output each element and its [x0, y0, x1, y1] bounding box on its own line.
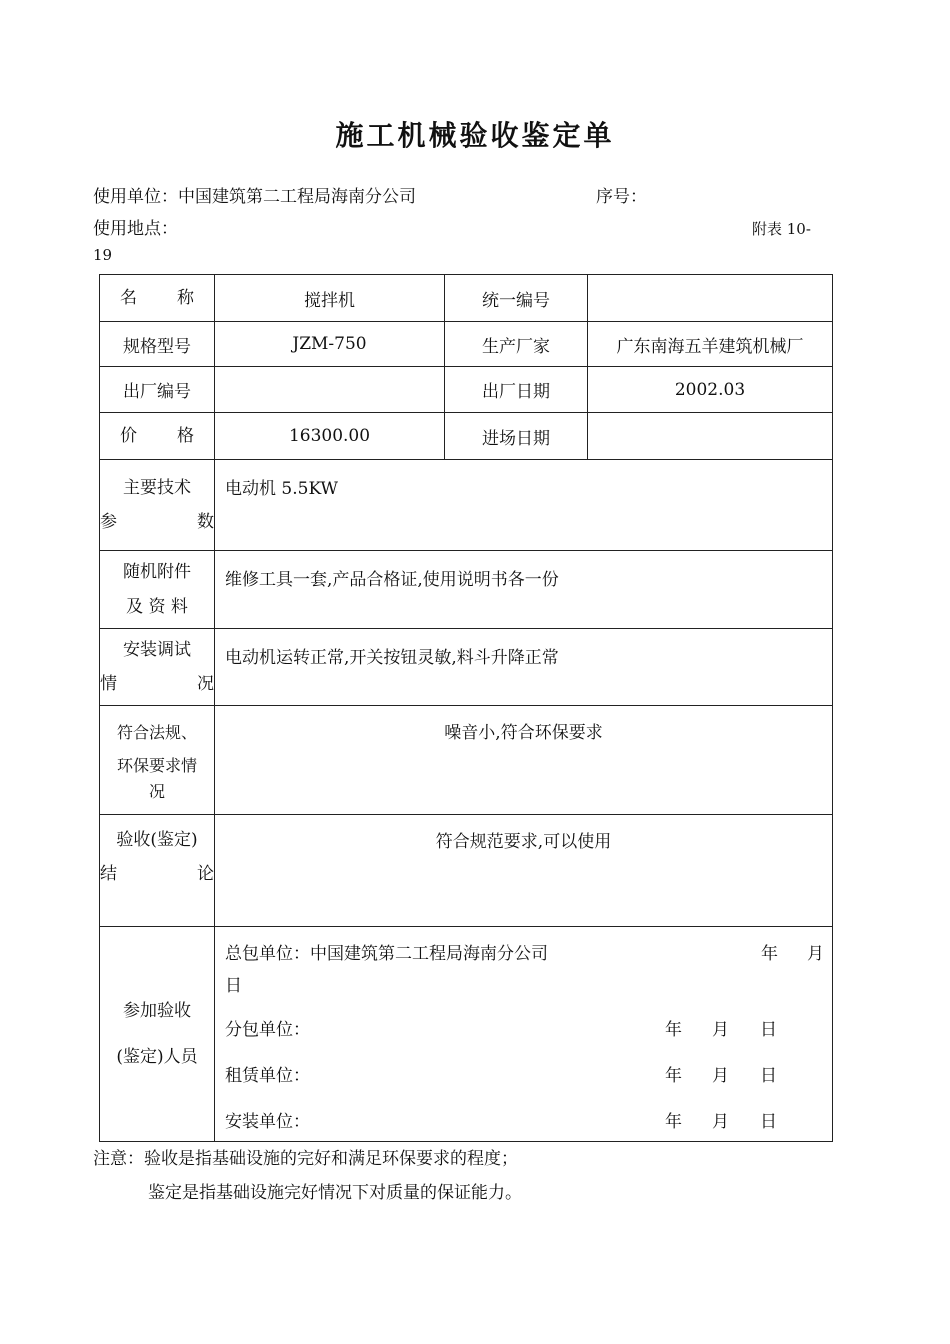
usage-unit-label: 使用单位： [93, 187, 178, 207]
page-title: 施工机械验收鉴定单 [335, 119, 615, 152]
subcontractor-month: 月 [712, 1020, 729, 1040]
lessor-label: 租赁单位： [225, 1066, 310, 1086]
uid-value [588, 275, 833, 322]
environment-value: 噪音小,符合环保要求 [215, 706, 833, 815]
model-label: 规格型号 [100, 322, 215, 367]
subcontractor-row [215, 1003, 832, 1049]
tech-label-1: 主要技术 [123, 477, 191, 498]
attachment-label: 附表 10- [752, 220, 811, 238]
install-label-2a: 情 [100, 674, 117, 694]
name-label-a: 名 [120, 287, 137, 308]
model-value: JZM-750 [215, 322, 445, 367]
participants-label-2: (鉴定)人员 [116, 1047, 198, 1067]
table-row [100, 413, 833, 460]
general-contractor-row [215, 927, 832, 1003]
table-row [100, 927, 833, 1142]
tech-label-2b: 数 [197, 512, 214, 532]
subcontractor-day: 日 [760, 1020, 777, 1040]
environment-label-cell [100, 706, 215, 815]
table-row [100, 322, 833, 367]
price-value: 16300.00 [215, 413, 445, 460]
env-label-3: 况 [148, 782, 165, 802]
maker-label: 生产厂家 [445, 322, 588, 367]
entry-date-value [588, 413, 833, 460]
env-label-1: 符合法规、 [116, 722, 197, 742]
tech-label-2a: 参 [100, 512, 117, 532]
general-month: 月 [807, 944, 824, 964]
factory-date-label: 出厂日期 [445, 367, 588, 413]
general-contractor: 总包单位：中国建筑第二工程局海南分公司 [225, 944, 548, 964]
lessor-month: 月 [712, 1066, 729, 1086]
usage-location-label: 使用地点： [93, 219, 178, 239]
accessories-label-cell [100, 551, 215, 629]
factory-no-label: 出厂编号 [100, 367, 215, 413]
acc-label-1: 随机附件 [123, 562, 191, 583]
participants-cell [215, 927, 833, 1142]
attachment-suffix: 19 [93, 246, 113, 264]
table-row [100, 815, 833, 927]
note-line-2: 鉴定是指基础设施完好情况下对质量的保证能力。 [148, 1183, 522, 1203]
participants-label-cell [100, 927, 215, 1142]
install-label-1: 安装调试 [123, 639, 191, 660]
price-label-cell [100, 413, 215, 460]
table-row [100, 629, 833, 706]
factory-date-value: 2002.03 [588, 367, 833, 413]
tech-label-cell [100, 460, 215, 551]
usage-unit-value: 中国建筑第二工程局海南分公司 [178, 187, 416, 207]
table-row [100, 460, 833, 551]
lessor-day: 日 [760, 1066, 777, 1086]
table-row [100, 367, 833, 413]
conclusion-label-1: 验收(鉴定) [116, 830, 198, 850]
participants-label-1: 参加验收 [123, 1000, 191, 1021]
maker-value: 广东南海五羊建筑机械厂 [588, 322, 833, 367]
table-row [100, 551, 833, 629]
install-label-cell [100, 629, 215, 706]
lessor-year: 年 [665, 1066, 682, 1086]
conclusion-label-2b: 论 [197, 864, 214, 885]
conclusion-label-2a: 结 [100, 864, 117, 885]
tech-value: 电动机 5.5KW [215, 460, 833, 551]
acc-label-2: 及 资 料 [126, 596, 188, 617]
accessories-value: 维修工具一套,产品合格证,使用说明书各一份 [215, 551, 833, 629]
factory-no-value [215, 367, 445, 413]
table-row [100, 706, 833, 815]
install-value: 电动机运转正常,开关按钮灵敏,料斗升降正常 [215, 629, 833, 706]
usage-unit [93, 182, 416, 207]
conclusion-value: 符合规范要求,可以使用 [215, 815, 833, 927]
installer-day: 日 [760, 1112, 777, 1132]
price-label-b: 格 [177, 425, 194, 446]
table-row [100, 275, 833, 322]
inspection-form-table [99, 274, 833, 1142]
general-year: 年 [761, 944, 778, 964]
name-value: 搅拌机 [215, 275, 445, 322]
conclusion-label-cell [100, 815, 215, 927]
general-day: 日 [225, 976, 242, 996]
name-label-b: 称 [177, 287, 194, 308]
note-line-1: 注意：验收是指基础设施的完好和满足环保要求的程度； [93, 1149, 518, 1169]
subcontractor-label: 分包单位： [225, 1020, 310, 1040]
install-label-2b: 况 [197, 674, 214, 694]
name-label-cell [100, 275, 215, 322]
env-label-2: 环保要求情 [116, 755, 197, 775]
entry-date-label: 进场日期 [445, 413, 588, 460]
serial-label: 序号： [596, 187, 647, 207]
lessor-row [215, 1049, 832, 1095]
installer-year: 年 [665, 1112, 682, 1132]
installer-label: 安装单位： [225, 1112, 310, 1132]
price-label-a: 价 [120, 425, 137, 446]
uid-label: 统一编号 [445, 275, 588, 322]
installer-row [215, 1095, 832, 1141]
subcontractor-year: 年 [665, 1020, 682, 1040]
installer-month: 月 [712, 1112, 729, 1132]
